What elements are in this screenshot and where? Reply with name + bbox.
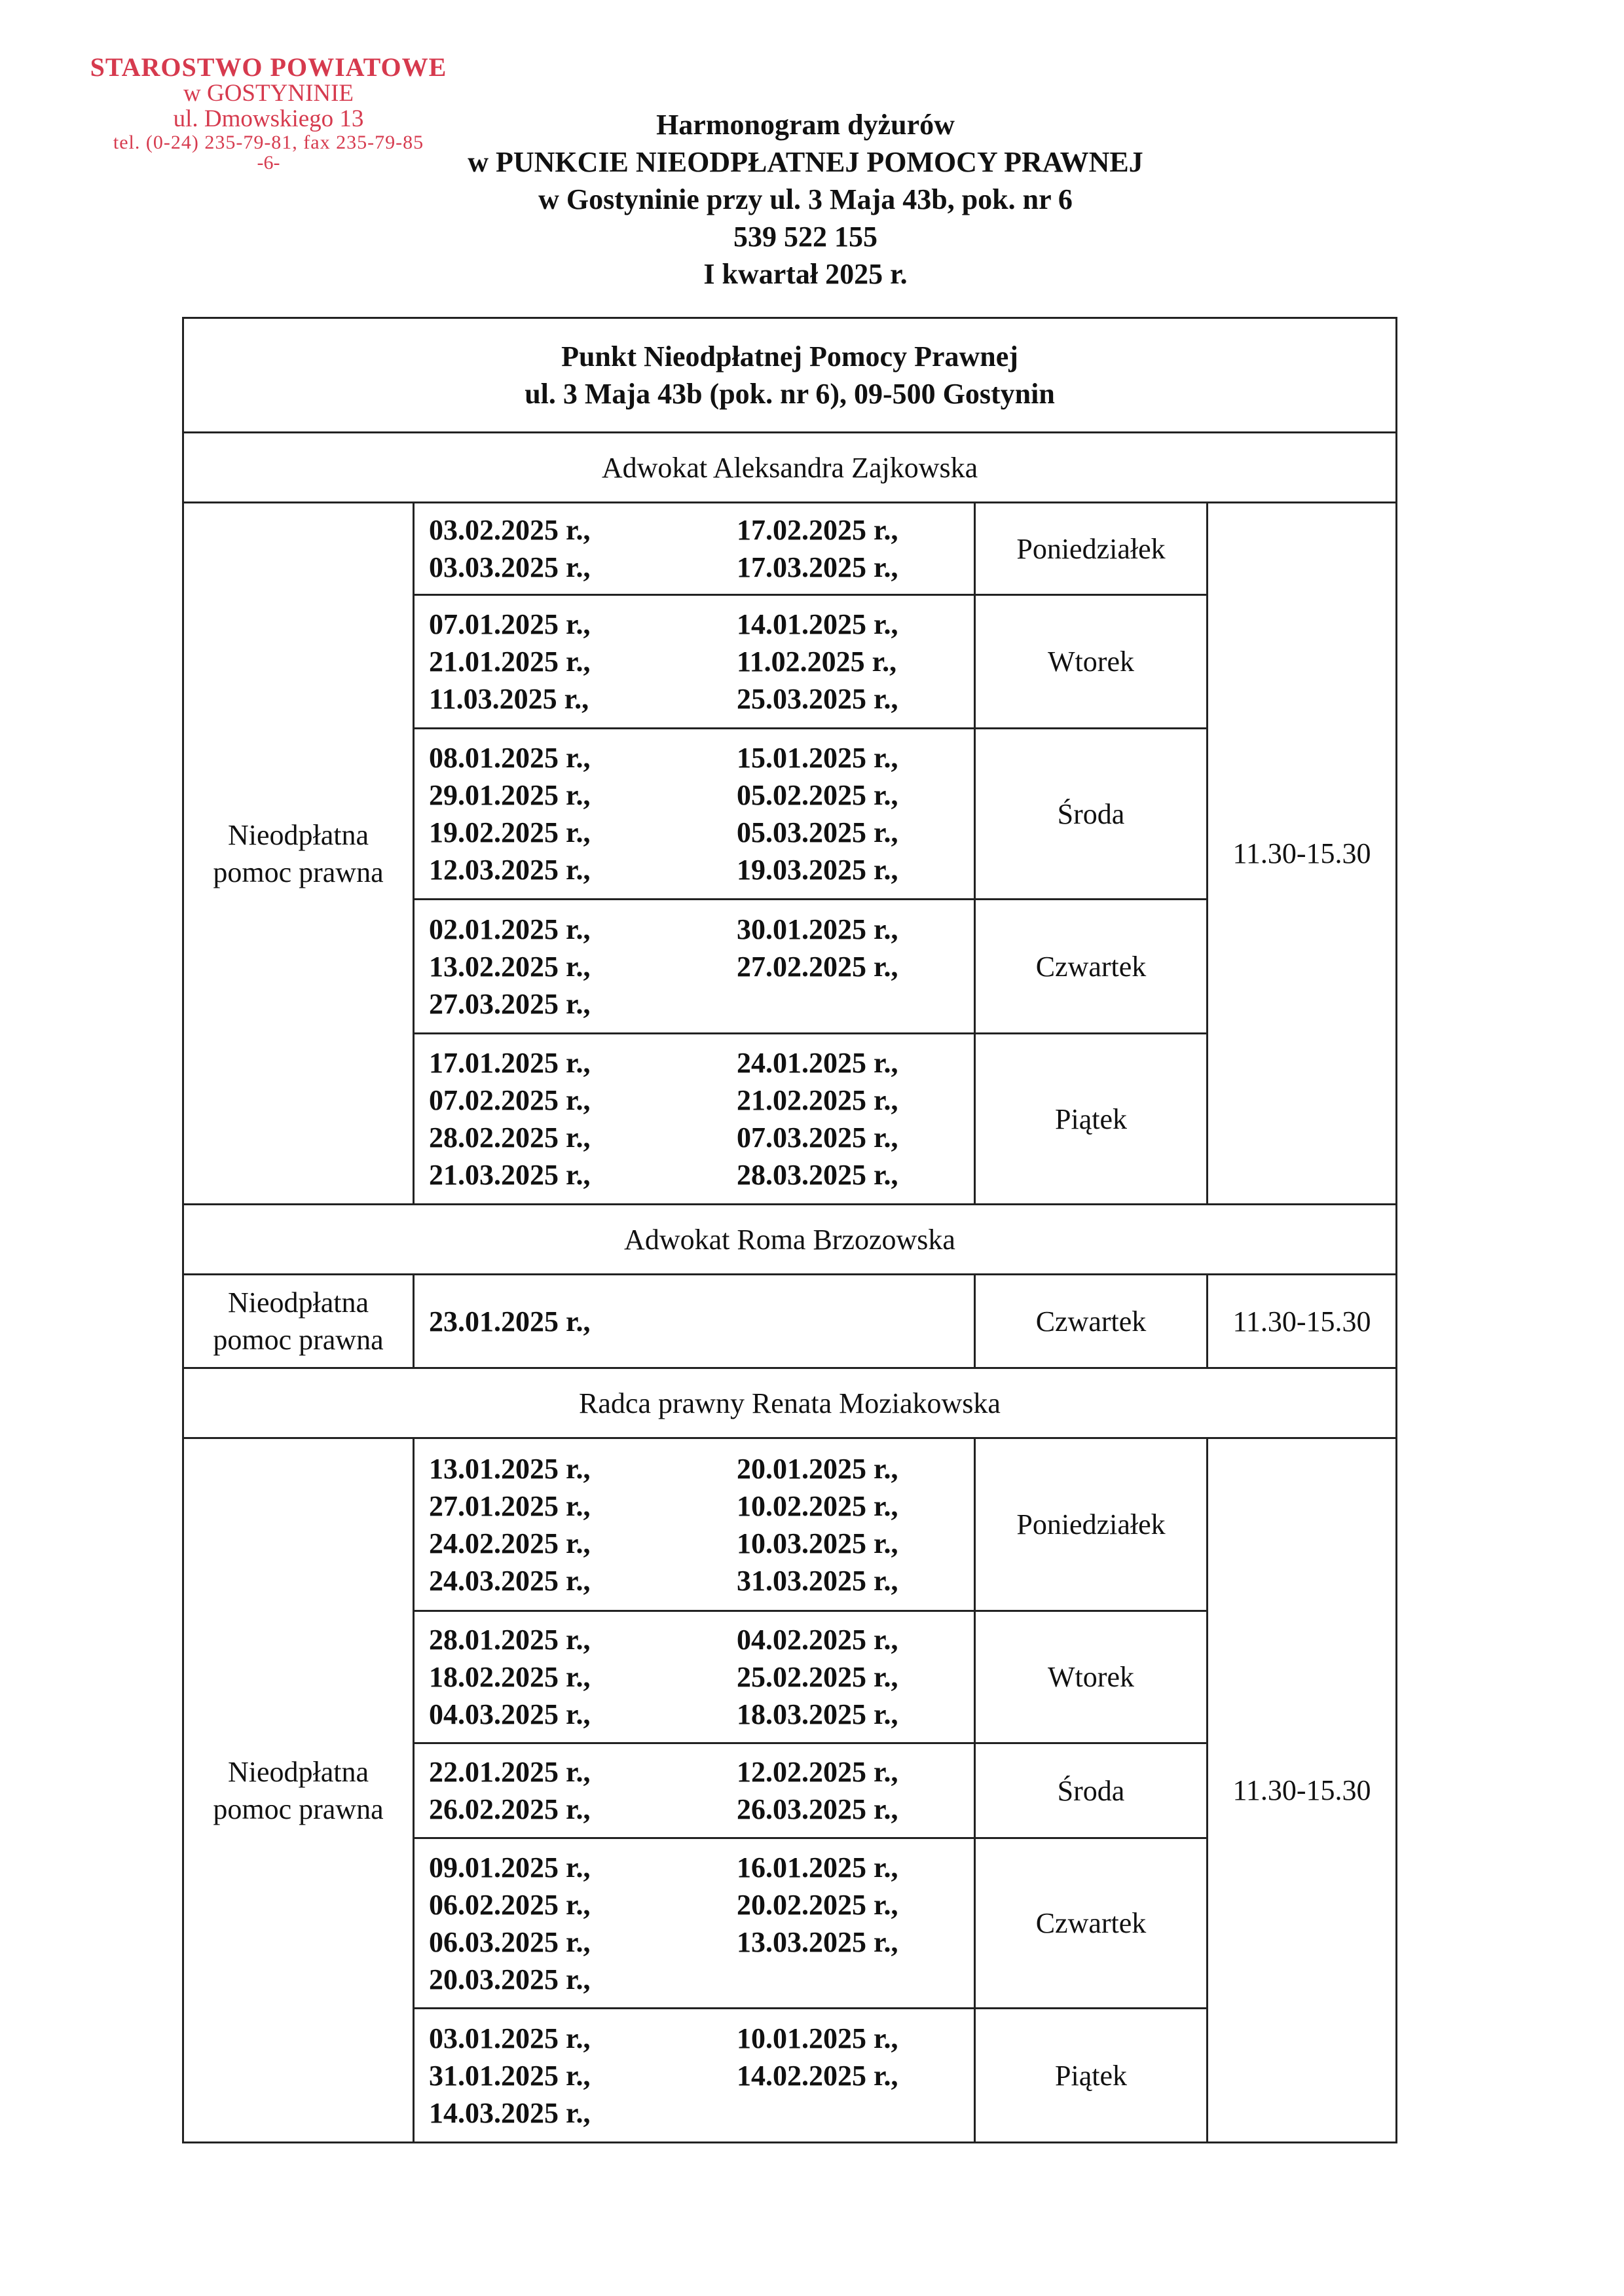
duty-date: 12.03.2025 r., — [429, 854, 591, 886]
service-label-line-2: pomoc prawna — [213, 856, 384, 888]
weekday-cell: Środa — [975, 1743, 1208, 1838]
weekday-cell: Poniedziałek — [975, 503, 1208, 595]
duty-date: 21.03.2025 r., — [429, 1159, 591, 1191]
duty-date: 27.03.2025 r., — [429, 987, 591, 1020]
duty-date: 11.02.2025 r., — [737, 646, 897, 678]
duty-date: 25.03.2025 r., — [737, 683, 898, 715]
duty-date: 25.02.2025 r., — [737, 1661, 898, 1693]
weekday-cell: Czwartek — [975, 1838, 1208, 2009]
service-label-line-2: pomoc prawna — [213, 1324, 384, 1356]
duty-date: 10.01.2025 r., — [737, 2022, 898, 2054]
duty-date: 06.03.2025 r., — [429, 1925, 591, 1958]
table-title-row — [183, 318, 1397, 433]
duty-date: 27.02.2025 r., — [737, 950, 898, 983]
hours-cell: 11.30-15.30 — [1208, 1438, 1397, 2143]
service-label — [183, 503, 414, 1205]
dates-cell — [414, 1438, 975, 1611]
duty-date: 28.01.2025 r., — [429, 1624, 591, 1656]
duty-date: 07.02.2025 r., — [429, 1084, 591, 1116]
dates-cell — [414, 1034, 975, 1205]
duty-date: 15.01.2025 r., — [737, 742, 898, 774]
header-subtitle: w PUNKCIE NIEODPŁATNEJ POMOCY PRAWNEJ — [468, 146, 1143, 178]
stamp-line-street: ul. Dmowskiego 13 — [173, 105, 364, 132]
table-title-line-1: Punkt Nieodpłatnej Pomocy Prawnej — [561, 340, 1018, 373]
duty-date: 26.03.2025 r., — [737, 1793, 898, 1825]
dates-list — [429, 1044, 974, 1194]
stamp-line-number: -6- — [257, 152, 280, 174]
duty-date: 05.02.2025 r., — [737, 779, 898, 811]
duty-date: 13.02.2025 r., — [429, 950, 591, 983]
duty-date: 24.01.2025 r., — [737, 1047, 898, 1079]
service-label — [183, 1438, 414, 2143]
dates-cell — [414, 2009, 975, 2143]
dates-list — [429, 911, 974, 1023]
hours-cell: 11.30-15.30 — [1208, 1275, 1397, 1368]
duty-date: 20.02.2025 r., — [737, 1888, 898, 1921]
duty-date: 17.02.2025 r., — [737, 514, 898, 546]
lawyer-row — [183, 433, 1397, 503]
duty-date: 26.02.2025 r., — [429, 1793, 591, 1825]
duty-date: 17.01.2025 r., — [429, 1047, 591, 1079]
dates-list — [429, 511, 974, 586]
weekday-cell: Czwartek — [975, 900, 1208, 1034]
table-row — [183, 1438, 1397, 1611]
duty-date: 06.02.2025 r., — [429, 1888, 591, 1921]
duty-date: 04.02.2025 r., — [737, 1624, 898, 1656]
service-label — [183, 1275, 414, 1368]
table-title — [183, 318, 1397, 433]
stamp-line-phone: tel. (0-24) 235-79-81, fax 235-79-85 — [113, 131, 424, 153]
weekday-cell: Wtorek — [975, 1611, 1208, 1743]
duty-date: 08.01.2025 r., — [429, 742, 591, 774]
duty-date: 09.01.2025 r., — [429, 1851, 591, 1884]
dates-list — [429, 606, 974, 718]
service-label-line-2: pomoc prawna — [213, 1793, 384, 1825]
duty-date: 19.03.2025 r., — [737, 854, 898, 886]
table-row — [183, 503, 1397, 595]
lawyer-row — [183, 1368, 1397, 1438]
weekday-cell: Środa — [975, 729, 1208, 900]
duty-date: 20.01.2025 r., — [737, 1452, 898, 1485]
duty-date: 23.01.2025 r., — [429, 1305, 591, 1338]
duty-date: 22.01.2025 r., — [429, 1756, 591, 1788]
weekday-cell: Piątek — [975, 1034, 1208, 1205]
duty-date: 21.02.2025 r., — [737, 1084, 898, 1116]
duty-date: 14.03.2025 r., — [429, 2096, 591, 2129]
duty-date: 27.01.2025 r., — [429, 1489, 591, 1522]
schedule-table-body — [183, 318, 1397, 2143]
duty-date: 28.03.2025 r., — [737, 1159, 898, 1191]
dates-cell — [414, 503, 975, 595]
duty-date: 18.03.2025 r., — [737, 1698, 898, 1730]
duty-date: 19.02.2025 r., — [429, 816, 591, 848]
header-period: I kwartał 2025 r. — [703, 258, 908, 290]
duty-date: 24.02.2025 r., — [429, 1527, 591, 1559]
duty-date: 12.02.2025 r., — [737, 1756, 898, 1788]
duty-date: 24.03.2025 r., — [429, 1564, 591, 1597]
duty-date: 20.03.2025 r., — [429, 1963, 591, 1995]
duty-date: 03.03.2025 r., — [429, 551, 591, 583]
duty-date: 10.03.2025 r., — [737, 1527, 898, 1559]
dates-list — [429, 1303, 974, 1340]
dates-list — [429, 1621, 974, 1733]
duty-date: 14.01.2025 r., — [737, 608, 898, 640]
dates-cell — [414, 1611, 975, 1743]
duty-date: 31.01.2025 r., — [429, 2059, 591, 2092]
stamp-line-office: STAROSTWO POWIATOWE — [90, 52, 447, 82]
dates-list — [429, 1849, 974, 1998]
duty-date: 21.01.2025 r., — [429, 646, 591, 678]
hours-cell: 11.30-15.30 — [1208, 503, 1397, 1205]
duty-date: 17.03.2025 r., — [737, 551, 898, 583]
duty-date: 16.01.2025 r., — [737, 1851, 898, 1884]
lawyer-name: Adwokat Roma Brzozowska — [183, 1205, 1397, 1275]
duty-date: 07.01.2025 r., — [429, 608, 591, 640]
duty-date: 18.02.2025 r., — [429, 1661, 591, 1693]
lawyer-name: Adwokat Aleksandra Zajkowska — [183, 433, 1397, 503]
duty-date: 28.02.2025 r., — [429, 1121, 591, 1154]
duty-date: 03.02.2025 r., — [429, 514, 591, 546]
dates-cell — [414, 1275, 975, 1368]
dates-cell — [414, 595, 975, 729]
header-title: Harmonogram dyżurów — [656, 109, 955, 141]
service-label-line-1: Nieodpłatna — [227, 1286, 369, 1319]
dates-cell — [414, 1838, 975, 2009]
duty-date: 31.03.2025 r., — [737, 1564, 898, 1597]
lawyer-row — [183, 1205, 1397, 1275]
dates-list — [429, 739, 974, 888]
weekday-cell: Wtorek — [975, 595, 1208, 729]
schedule-table — [182, 317, 1397, 2143]
dates-list — [429, 1450, 974, 1599]
duty-date: 30.01.2025 r., — [737, 913, 898, 945]
weekday-cell: Piątek — [975, 2009, 1208, 2143]
weekday-cell: Czwartek — [975, 1275, 1208, 1368]
duty-date: 13.03.2025 r., — [737, 1925, 898, 1958]
stamp-line-town: w GOSTYNINIE — [183, 80, 354, 107]
header-address: w Gostyninie przy ul. 3 Maja 43b, pok. nr 6 — [538, 183, 1073, 215]
duty-date: 03.01.2025 r., — [429, 2022, 591, 2054]
duty-date: 14.02.2025 r., — [737, 2059, 898, 2092]
duty-date: 11.03.2025 r., — [429, 683, 589, 715]
duty-date: 13.01.2025 r., — [429, 1452, 591, 1485]
document-header — [380, 106, 1231, 293]
duty-date: 05.03.2025 r., — [737, 816, 898, 848]
weekday-cell: Poniedziałek — [975, 1438, 1208, 1611]
table-row — [183, 1275, 1397, 1368]
duty-date: 29.01.2025 r., — [429, 779, 591, 811]
dates-list — [429, 1753, 974, 1828]
dates-cell — [414, 900, 975, 1034]
duty-date: 04.03.2025 r., — [429, 1698, 591, 1730]
service-label-line-1: Nieodpłatna — [227, 1755, 369, 1788]
lawyer-name: Radca prawny Renata Moziakowska — [183, 1368, 1397, 1438]
dates-cell — [414, 1743, 975, 1838]
service-label-line-1: Nieodpłatna — [227, 818, 369, 851]
header-phone: 539 522 155 — [733, 221, 877, 253]
dates-list — [429, 2020, 974, 2132]
duty-date: 07.03.2025 r., — [737, 1121, 898, 1154]
duty-date: 02.01.2025 r., — [429, 913, 591, 945]
dates-cell — [414, 729, 975, 900]
table-title-line-2: ul. 3 Maja 43b (pok. nr 6), 09-500 Gostynin — [525, 378, 1055, 410]
duty-date: 10.02.2025 r., — [737, 1489, 898, 1522]
